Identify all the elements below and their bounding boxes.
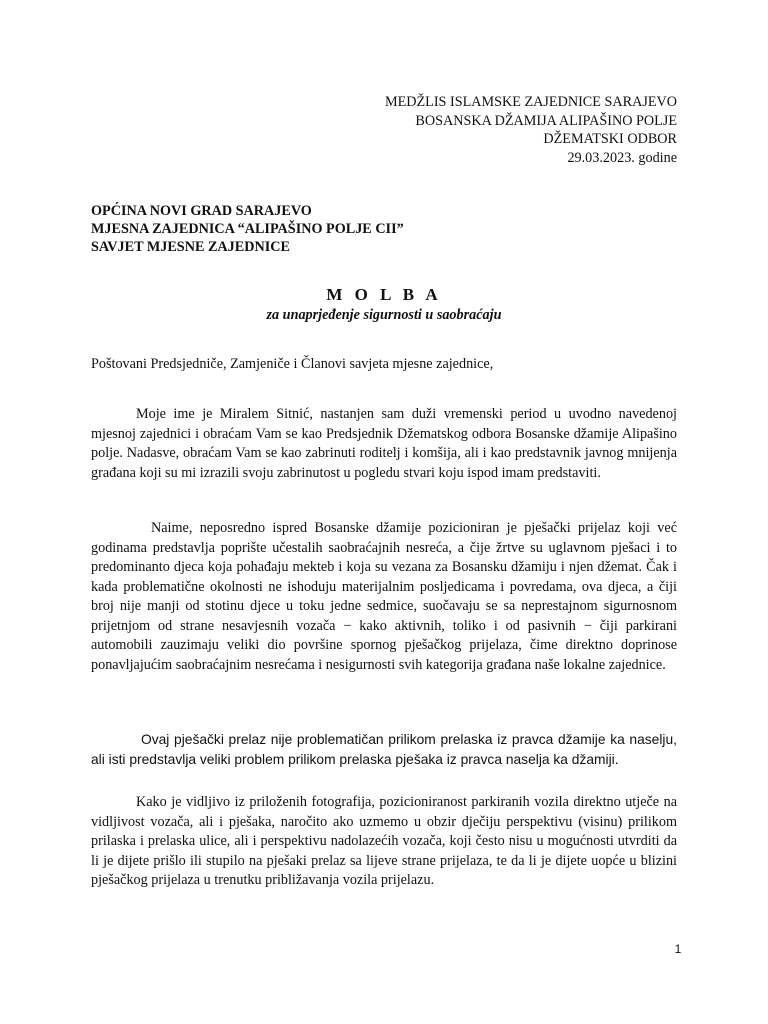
sender-mosque: BOSANSKA DŽAMIJA ALIPAŠINO POLJE (415, 112, 677, 129)
sender-organization: MEDŽLIS ISLAMSKE ZAJEDNICE SARAJEVO (384, 94, 677, 110)
recipient-municipality: OPĆINA NOVI GRAD SARAJEVO (91, 203, 312, 219)
paragraph-visibility: Kako je vidljivo iz priloženih fotografija, pozicioniranost parkiranih vozila direktno utječe na vidljivost vozača, ali i pješaka, naročito ako uzmemo u obzir dječiju perspektivu (visinu) prilikom prilaska i prelaska ulice, ali i perspektivu nadolazećih vozača, koji često nisu u mogućnosti utvrditi da li je dijete prišlo ili stupilo na pješaki prelaz sa lijeve strane prijelaza, te da li je dijete uopće u blizini pješačkog prijelaza u trenutku približavanja vozila prijelazu. (91, 794, 677, 888)
paragraph-introduction: Moje ime je Miralem Sitnić, nastanjen sam duži vremenski period u uvodno navedenoj mjesnoj zajednici i obraćam Vam se kao Predsjednik Džematskog odbora Bosanske džamije Alipašino polje. Nadasve, obraćam Vam se kao zabrinuti roditelj i komšija, ali i kao predstavnik javnog mnijenja građana koji su mi izrazili svoju zabrinutost u pogledu stvari koju ispod imam predstaviti. (91, 406, 677, 481)
document-date: 29.03.2023. godine (567, 149, 677, 166)
recipient-council: SAVJET MJESNE ZAJEDNICE (91, 239, 290, 255)
document-subtitle: za unaprjeđenje sigurnosti u saobraćaju (266, 307, 502, 323)
recipient-community: MJESNA ZAJEDNICA “ALIPAŠINO POLJE CII” (91, 221, 404, 237)
page-number: 1 (674, 942, 682, 956)
salutation: Poštovani Predsjedniče, Zamjeniče i Članovi savjeta mjesne zajednice, (91, 356, 494, 372)
sender-board: DŽEMATSKI ODBOR (543, 131, 677, 147)
sender-block (317, 93, 677, 167)
recipient-block (91, 202, 591, 256)
paragraph-problem: Naime, neposredno ispred Bosanske džamije pozicioniran je pješački prijelaz koji već godinama predstavlja poprište učestalih saobraćajnih nesreća, a čije žrtve su uglavnom pješaci i to predominanto djeca koja pohađaju mekteb i koja su vezana za Bosansku džamiju i njen džemat. Čak i kada problematične okolnosti ne ishoduju materijalnim posljedicama i povredama, ova djeca, a čiji broj nije manji od stotinu djece u toku jedne sedmice, suočavaju se sa neprestajnom sigurnosnom prijetnjom od strane nesavjesnih vozača − kako aktivnih, toliko i od pasivnih − čiji parkirani automobili zauzimaju veliki dio površine spornog pješačkog prijelaza, čime direktno doprinose ponavljajućim saobraćajnim nesrećama i nesigurnosti svih kategorija građana naše lokalne zajednice. (91, 520, 677, 673)
paragraph-crossing-direction: Ovaj pješački prelaz nije problematičan prilikom prelaska iz pravca džamije ka naselju, ali isti predstavlja veliki problem prilikom prelaska pješaka iz pravca naselja ka džamiji. (91, 732, 677, 767)
document-title: M O L B A (326, 285, 442, 304)
